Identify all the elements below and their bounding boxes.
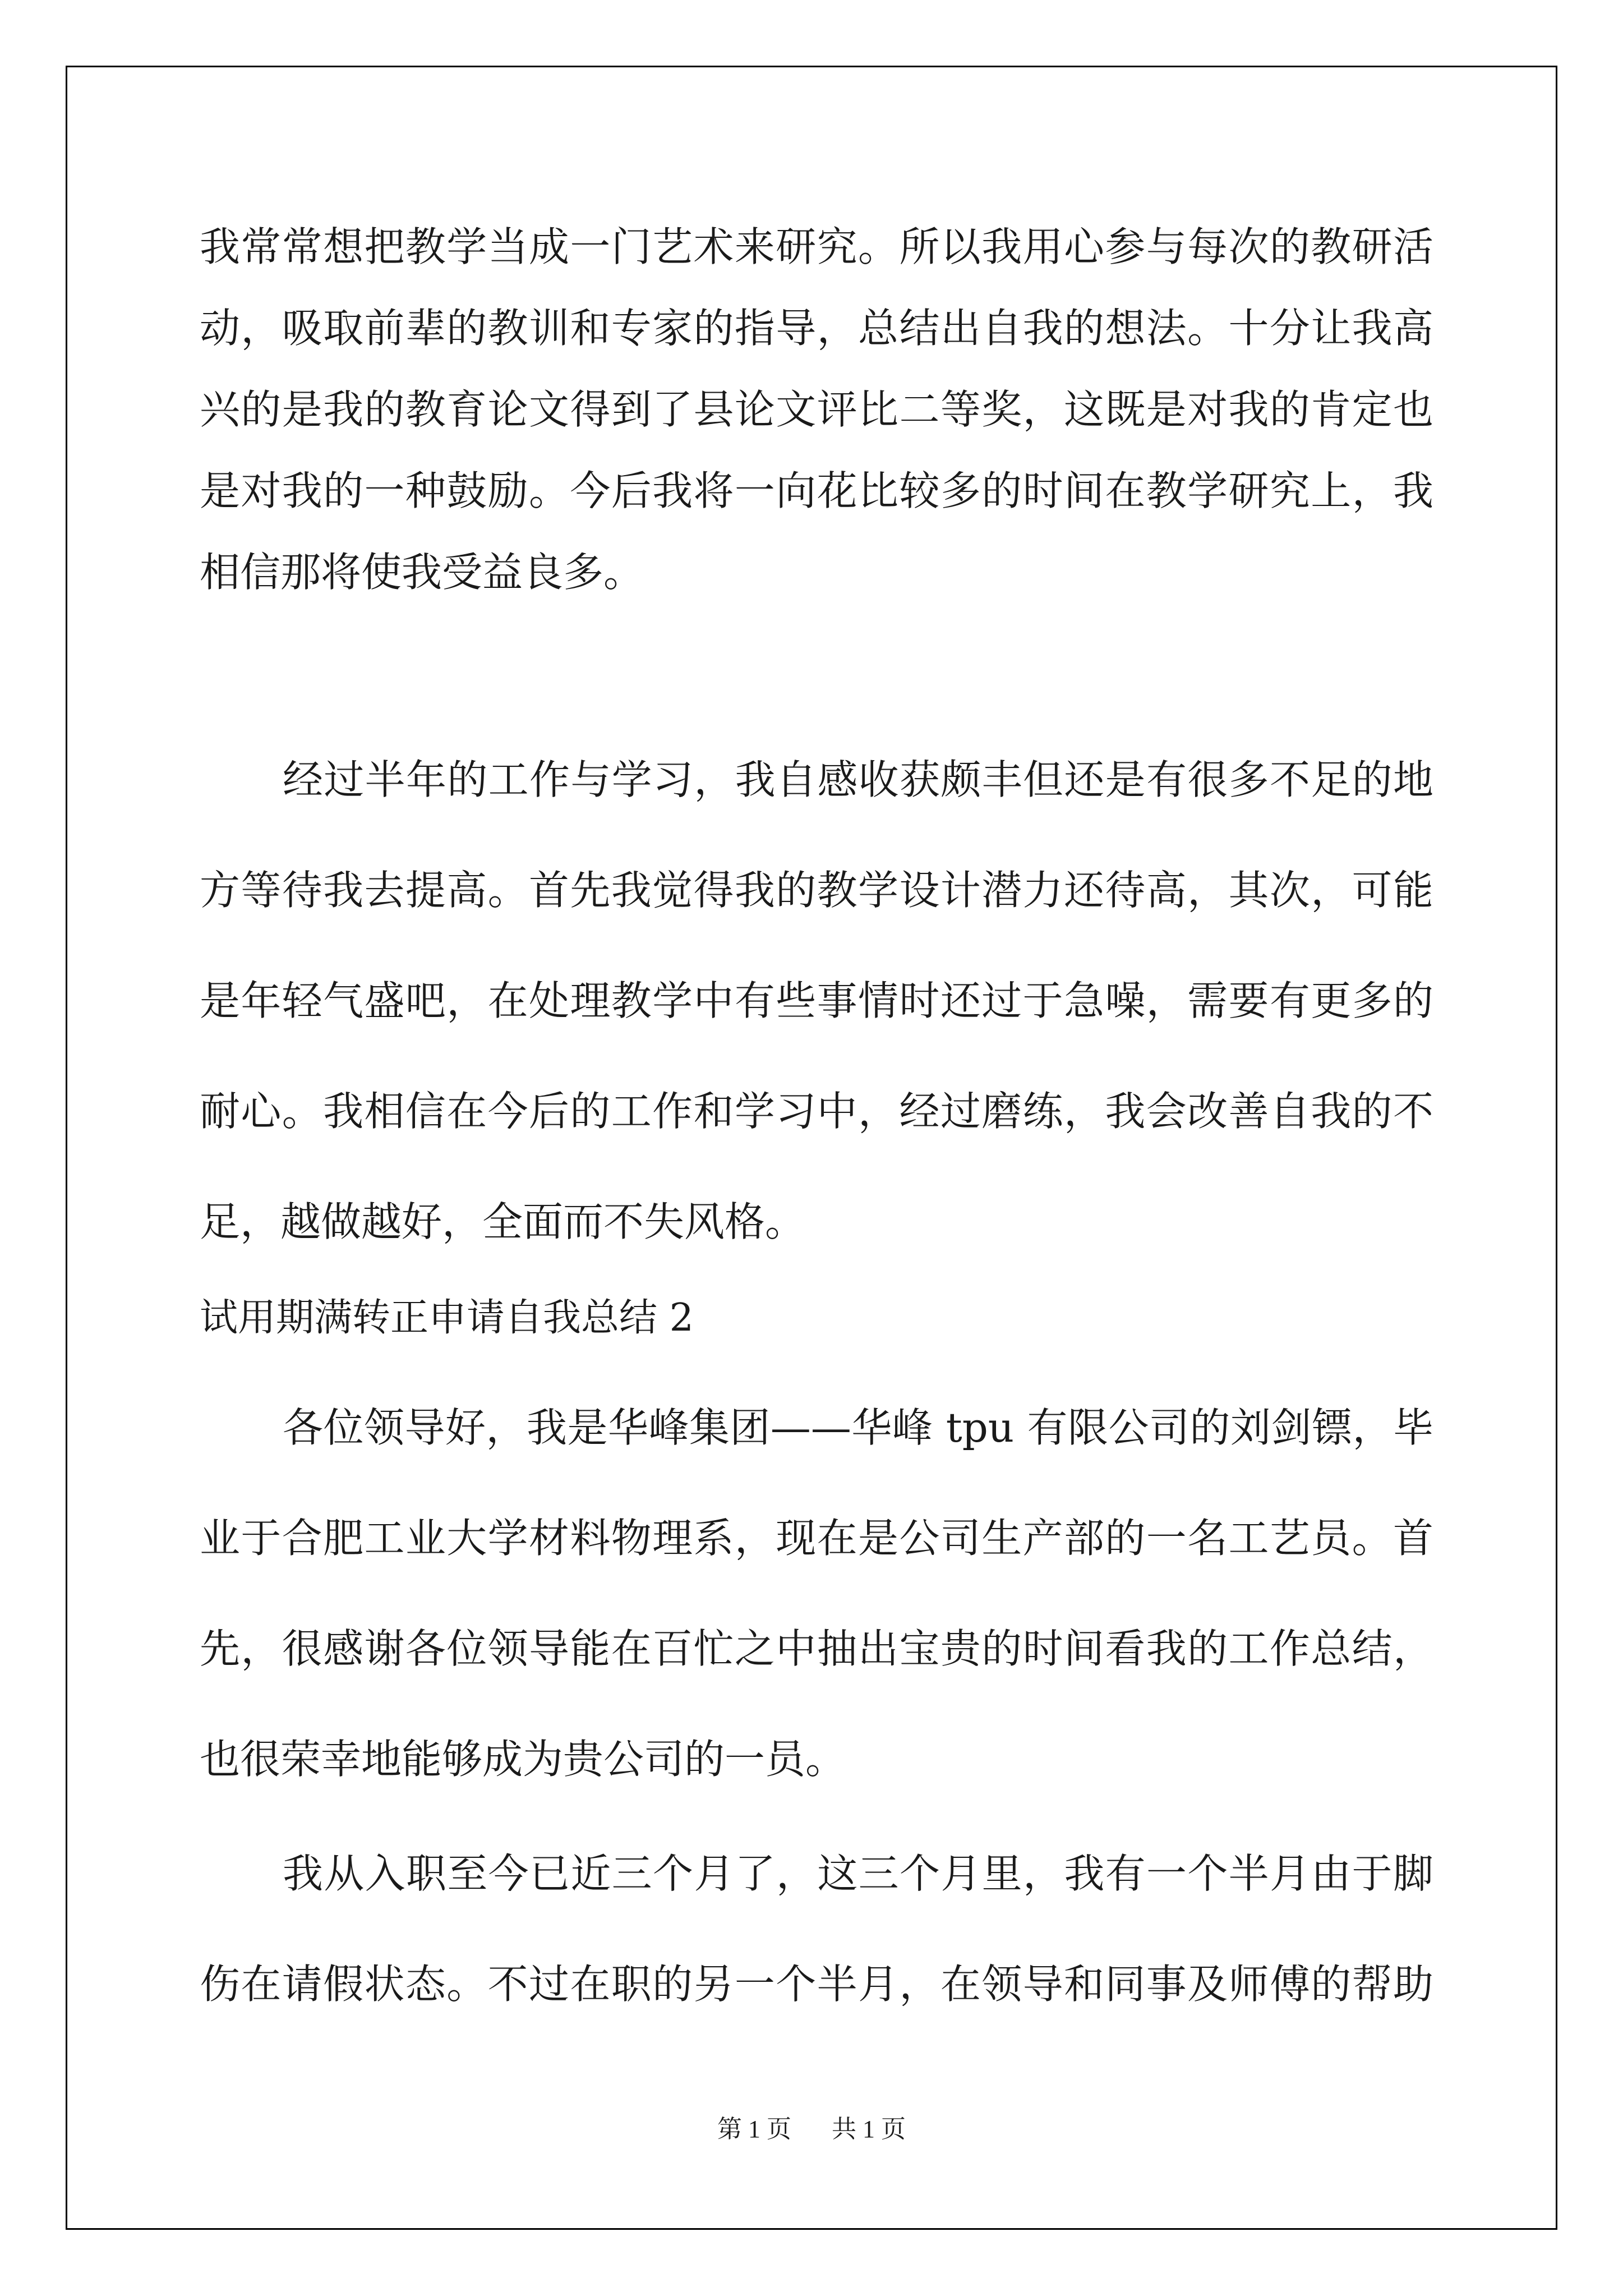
- paragraph-line: 也很荣幸地能够成为贵公司的一员。: [200, 1736, 846, 1783]
- paragraph-line: 耐心。我相信在今后的工作和学习中，经过磨练，我会改善自我的不: [200, 1088, 1433, 1135]
- page-number: 第 1 页: [717, 2115, 791, 2143]
- section-heading: 试用期满转正申请自我总结 2: [200, 1296, 694, 1340]
- paragraph-line: 方等待我去提高。首先我觉得我的教学设计潜力还待高，其次，可能: [200, 867, 1433, 914]
- paragraph-line: 伤在请假状态。不过在职的另一个半月，在领导和同事及师傅的帮助: [200, 1961, 1433, 2008]
- paragraph-line: 各位领导好，我是华峰集团——华峰 tpu 有限公司的刘剑镖，毕: [283, 1404, 1433, 1451]
- paragraph-line: 是对我的一种鼓励。今后我将一向花比较多的时间在教学研究上，我: [200, 467, 1433, 514]
- paragraph-line: 我常常想把教学当成一门艺术来研究。所以我用心参与每次的教研活: [200, 223, 1433, 270]
- paragraph-line: 我从入职至今已近三个月了，这三个月里，我有一个半月由于脚: [283, 1850, 1433, 1897]
- page-total: 共 1 页: [832, 2115, 906, 2143]
- paragraph-line: 足，越做越好，全面而不失风格。: [200, 1198, 806, 1245]
- paragraph-line: 业于合肥工业大学材料物理系，现在是公司生产部的一名工艺员。首: [200, 1515, 1433, 1562]
- page-footer: [0, 2113, 1623, 2146]
- paragraph-line: 先，很感谢各位领导能在百忙之中抽出宝贵的时间看我的工作总结，: [200, 1625, 1433, 1672]
- paragraph-line: 相信那将使我受益良多。: [200, 549, 644, 596]
- paragraph-line: 动，吸取前辈的教训和专家的指导，总结出自我的想法。十分让我高: [200, 305, 1433, 352]
- paragraph-line: 兴的是我的教育论文得到了县论文评比二等奖，这既是对我的肯定也: [200, 386, 1433, 433]
- paragraph-line: 是年轻气盛吧，在处理教学中有些事情时还过于急噪，需要有更多的: [200, 977, 1433, 1024]
- paragraph-line: 经过半年的工作与学习，我自感收获颇丰但还是有很多不足的地: [283, 756, 1433, 803]
